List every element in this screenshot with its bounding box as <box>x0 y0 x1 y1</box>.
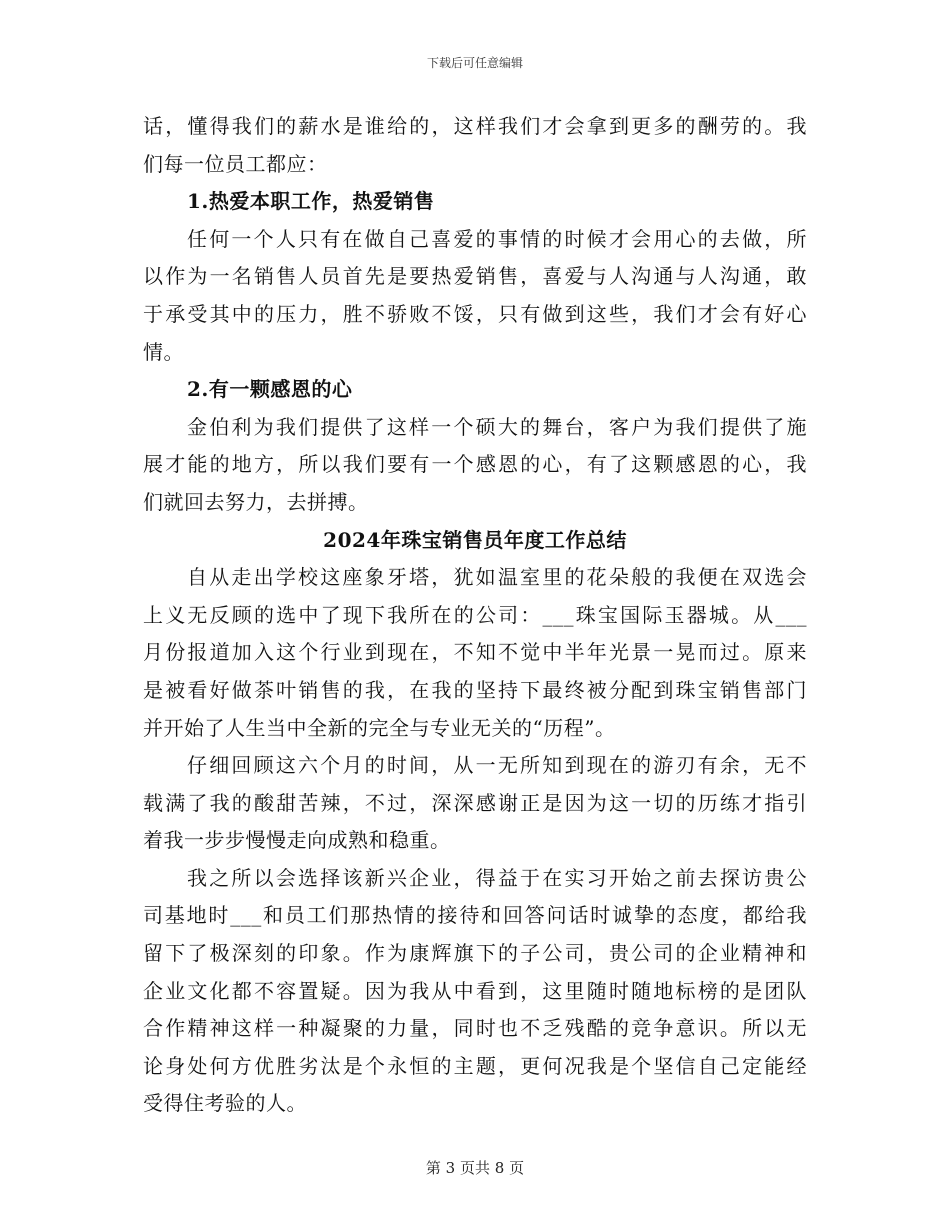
section-heading: 1.热爱本职工作，热爱销售 <box>187 189 435 214</box>
paragraph-line: 们每一位员工都应： <box>143 151 328 176</box>
paragraph-line: 论身处何方优胜劣汰是个永恒的主题，更何况我是个坚信自己定能经 <box>143 1053 807 1078</box>
page-header: 下载后可任意编辑 <box>426 56 523 70</box>
paragraph-line: 情。 <box>143 339 184 364</box>
paragraph-line: 自从走出学校这座象牙塔，犹如温室里的花朵般的我便在双选会 <box>187 565 807 590</box>
paragraph-line: 着我一步步慢慢走向成熟和稳重。 <box>143 828 451 853</box>
paragraph-line: 展才能的地方，所以我们要有一个感恩的心，有了这颗感恩的心，我 <box>143 452 807 477</box>
paragraph-line: 们就回去努力，去拼搏。 <box>143 489 369 514</box>
paragraph-line: 月份报道加入这个行业到现在，不知不觉中半年光景一晃而过。原来 <box>143 640 807 665</box>
page-footer: 第 3 页共 8 页 <box>425 1159 525 1177</box>
paragraph-line: 企业文化都不容置疑。因为我从中看到，这里随时随地标榜的是团队 <box>143 978 807 1003</box>
paragraph-line: 仔细回顾这六个月的时间，从一无所知到现在的游刃有余，无不 <box>187 753 807 778</box>
paragraph-line: 我之所以会选择该新兴企业，得益于在实习开始之前去探访贵公 <box>187 865 807 890</box>
paragraph-line: 合作精神这样一种凝聚的力量，同时也不乏残酷的竞争意识。所以无 <box>143 1016 807 1041</box>
paragraph-line: 金伯利为我们提供了这样一个硕大的舞台，客户为我们提供了施 <box>187 414 807 439</box>
paragraph-line: 司基地时___和员工们那热情的接待和回答问话时诚挚的态度，都给我 <box>143 903 807 928</box>
paragraph-line: 上义无反顾的选中了现下我所在的公司：___珠宝国际玉器城。从___ <box>143 602 807 627</box>
paragraph-line: 并开始了人生当中全新的完全与专业无关的“历程”。 <box>143 715 616 740</box>
section-heading: 2.有一颗感恩的心 <box>187 377 353 402</box>
paragraph-line: 任何一个人只有在做自己喜爱的事情的时候才会用心的去做，所 <box>187 226 807 251</box>
document-body <box>143 108 807 1123</box>
paragraph-line: 留下了极深刻的印象。作为康辉旗下的子公司，贵公司的企业精神和 <box>143 941 807 966</box>
document-title: 2024年珠宝销售员年度工作总结 <box>323 527 627 552</box>
paragraph-line: 受得住考验的人。 <box>143 1091 307 1116</box>
paragraph-line: 是被看好做茶叶销售的我，在我的坚持下最终被分配到珠宝销售部门 <box>143 677 807 702</box>
paragraph-line: 于承受其中的压力，胜不骄败不馁，只有做到这些，我们才会有好心 <box>143 301 807 326</box>
paragraph-line: 话，懂得我们的薪水是谁给的，这样我们才会拿到更多的酬劳的。我 <box>143 114 807 138</box>
paragraph-line: 以作为一名销售人员首先是要热爱销售，喜爱与人沟通与人沟通，敢 <box>143 264 807 289</box>
paragraph-line: 载满了我的酸甜苦辣，不过，深深感谢正是因为这一切的历练才指引 <box>143 790 807 815</box>
